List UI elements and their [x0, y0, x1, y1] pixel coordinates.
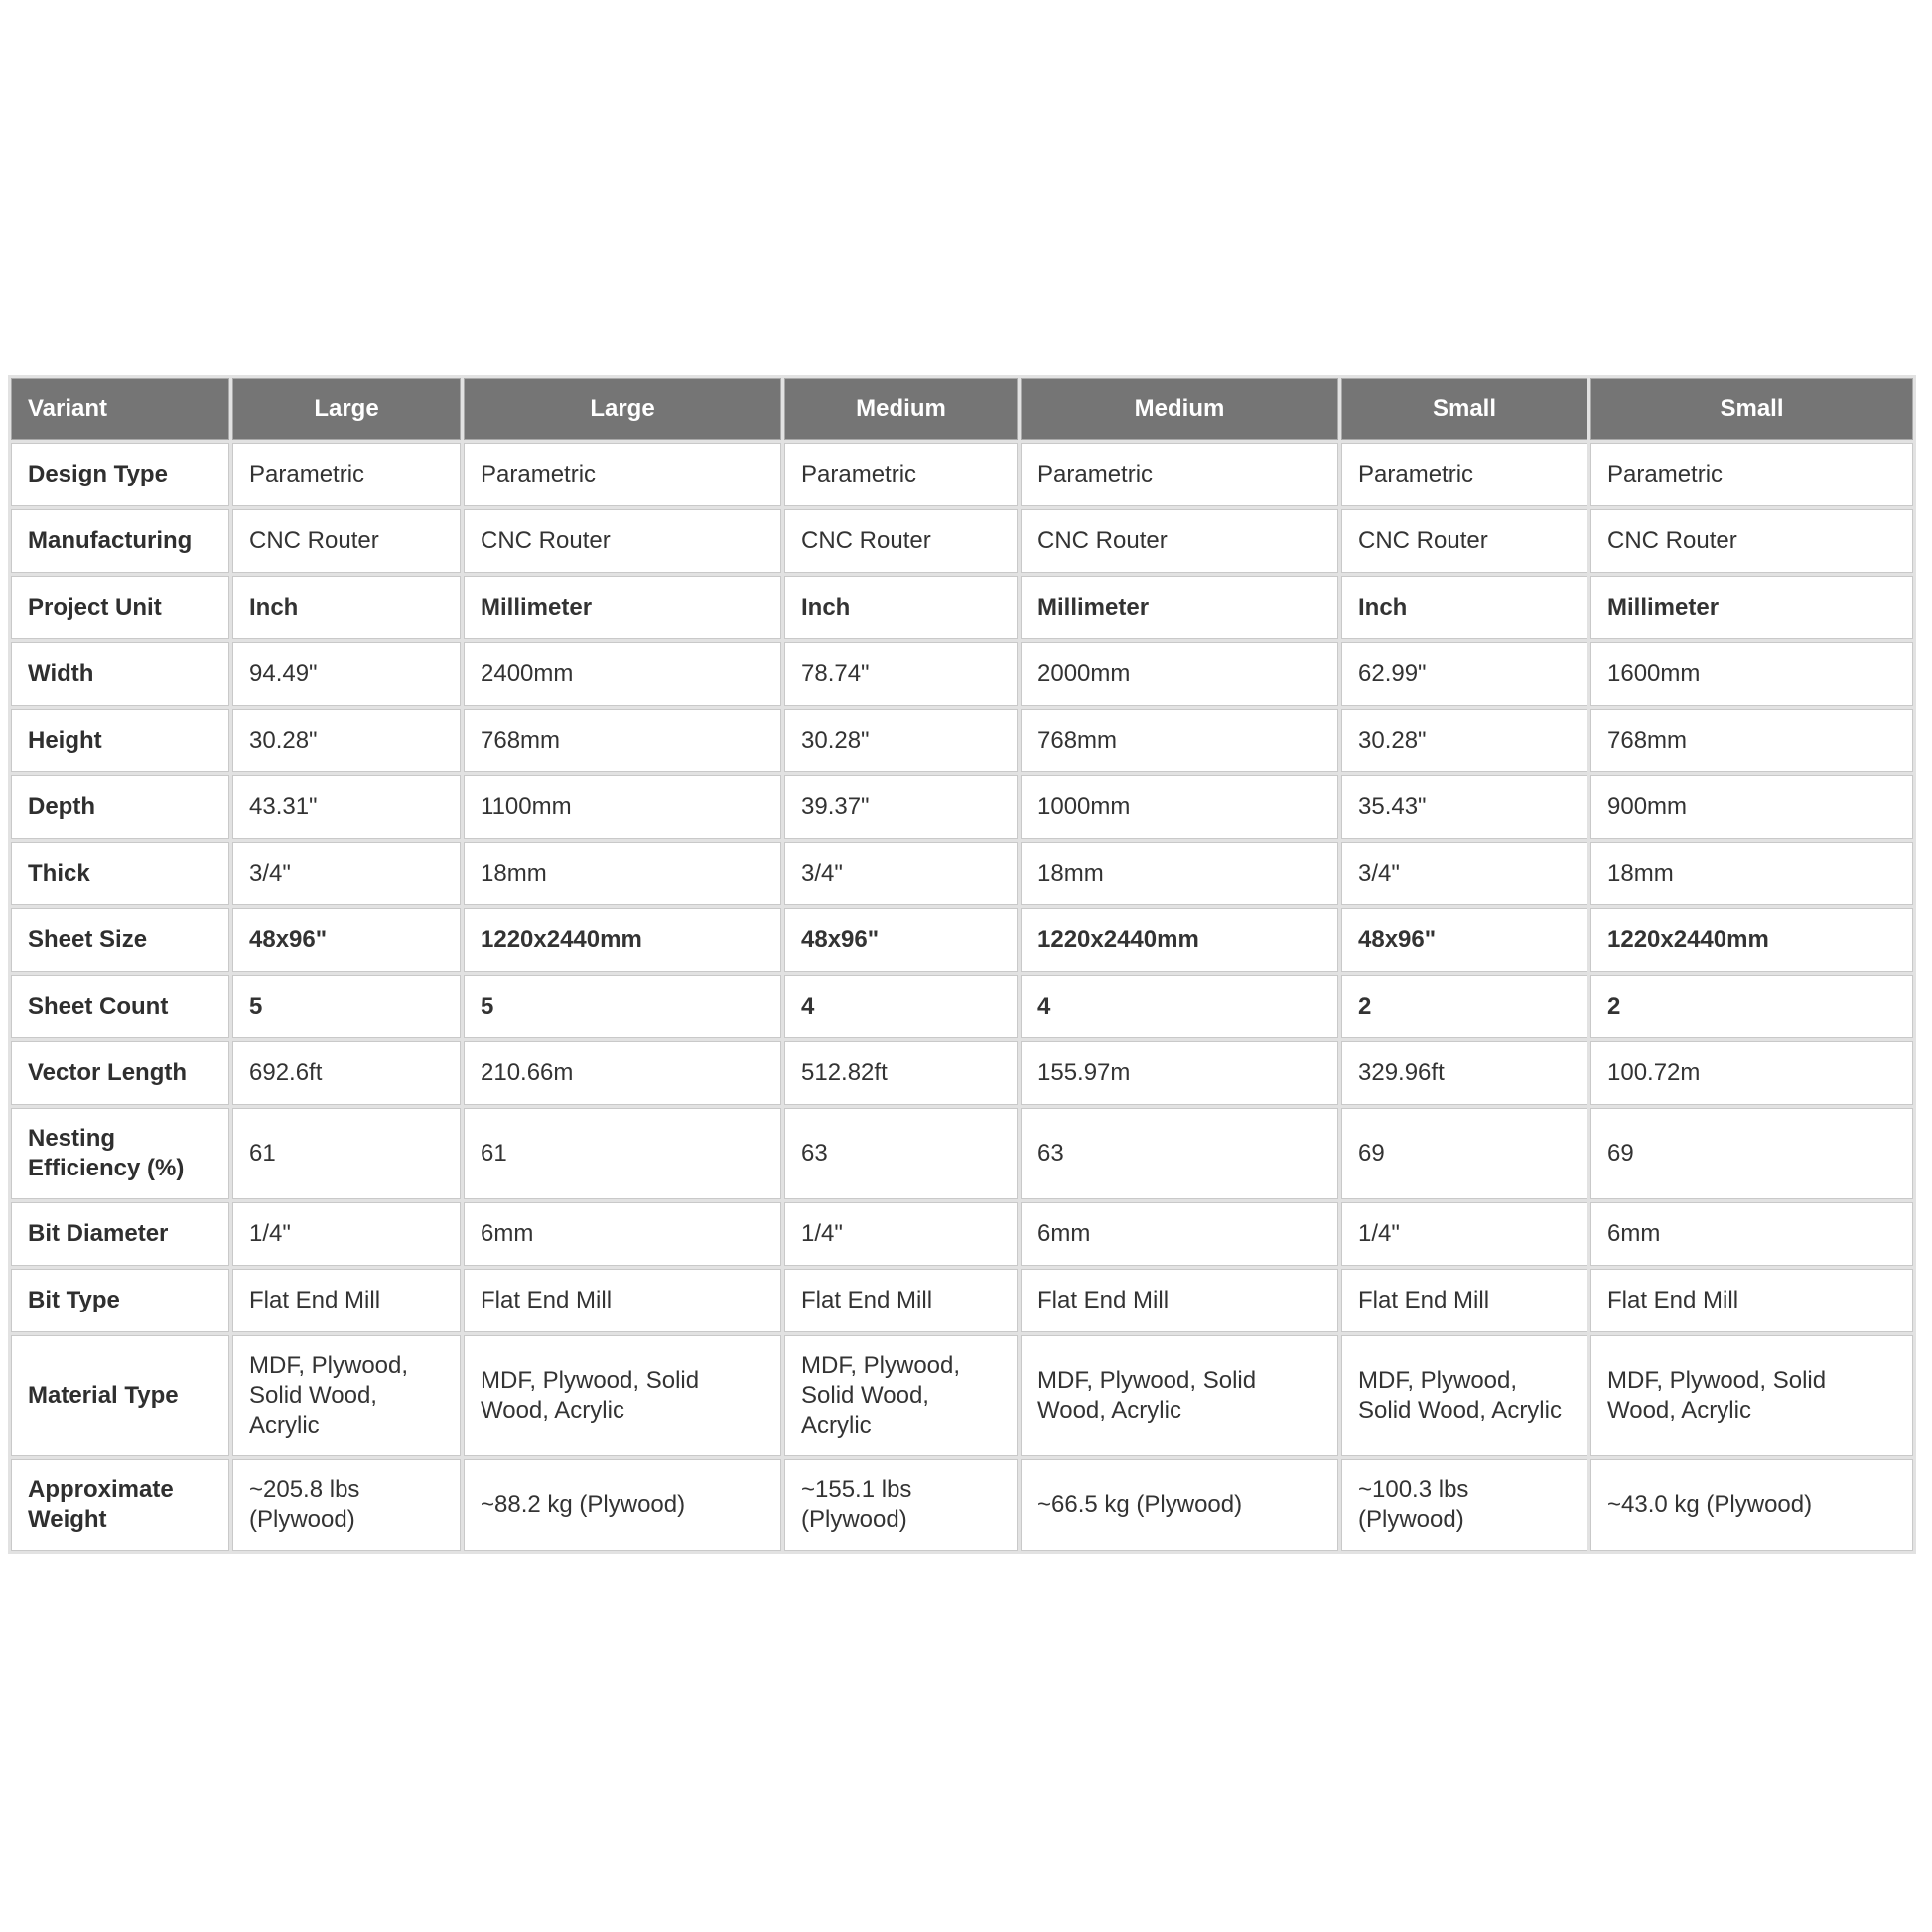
table-cell: 2000mm [1021, 642, 1338, 706]
table-cell: 329.96ft [1341, 1041, 1587, 1105]
table-cell: Millimeter [1021, 576, 1338, 639]
table-cell: Flat End Mill [464, 1269, 781, 1332]
table-cell: 1220x2440mm [464, 908, 781, 972]
table-cell: MDF, Plywood, Solid Wood, Acrylic [232, 1335, 461, 1456]
table-cell: Inch [1341, 576, 1587, 639]
table-cell: MDF, Plywood, Solid Wood, Acrylic [464, 1335, 781, 1456]
table-cell: 3/4" [1341, 842, 1587, 905]
table-cell: 69 [1341, 1108, 1587, 1199]
table-cell: 1000mm [1021, 775, 1338, 839]
table-cell: 6mm [1590, 1202, 1913, 1266]
table-cell: Inch [784, 576, 1018, 639]
table-cell: 61 [464, 1108, 781, 1199]
table-cell: 768mm [464, 709, 781, 772]
table-cell: Flat End Mill [232, 1269, 461, 1332]
table-cell: Inch [232, 576, 461, 639]
row-label: Sheet Size [11, 908, 229, 972]
row-label: Nesting Efficiency (%) [11, 1108, 229, 1199]
row-label: Sheet Count [11, 975, 229, 1038]
table-cell: 78.74" [784, 642, 1018, 706]
table-row [11, 1335, 1913, 1456]
table-cell: 94.49" [232, 642, 461, 706]
table-cell: 18mm [464, 842, 781, 905]
row-label: Bit Diameter [11, 1202, 229, 1266]
table-cell: 39.37" [784, 775, 1018, 839]
table-cell: Parametric [1341, 443, 1587, 506]
table-cell: 5 [232, 975, 461, 1038]
row-label: Design Type [11, 443, 229, 506]
table-cell: 43.31" [232, 775, 461, 839]
table-cell: Millimeter [464, 576, 781, 639]
table-cell: 1220x2440mm [1590, 908, 1913, 972]
table-cell: 210.66m [464, 1041, 781, 1105]
table-cell: 692.6ft [232, 1041, 461, 1105]
table-cell: CNC Router [1590, 509, 1913, 573]
table-cell: 900mm [1590, 775, 1913, 839]
column-header-4: Medium [1021, 378, 1338, 440]
table-cell: Flat End Mill [1021, 1269, 1338, 1332]
table-row [11, 1459, 1913, 1551]
table-cell: 48x96" [1341, 908, 1587, 972]
table-cell: Flat End Mill [784, 1269, 1018, 1332]
table-cell: 63 [784, 1108, 1018, 1199]
table-body [11, 443, 1913, 1551]
table-cell: 1220x2440mm [1021, 908, 1338, 972]
table-cell: CNC Router [784, 509, 1018, 573]
table-cell: MDF, Plywood, Solid Wood, Acrylic [1590, 1335, 1913, 1456]
table-cell: Parametric [464, 443, 781, 506]
row-label: Approximate Weight [11, 1459, 229, 1551]
table-cell: 1/4" [784, 1202, 1018, 1266]
table-cell: Parametric [784, 443, 1018, 506]
table-cell: MDF, Plywood, Solid Wood, Acrylic [784, 1335, 1018, 1456]
table-cell: 48x96" [232, 908, 461, 972]
table-cell: Flat End Mill [1341, 1269, 1587, 1332]
table-row [11, 1041, 1913, 1105]
table-cell: 2400mm [464, 642, 781, 706]
table-cell: 768mm [1021, 709, 1338, 772]
row-label: Height [11, 709, 229, 772]
table-cell: CNC Router [232, 509, 461, 573]
table-cell: 30.28" [232, 709, 461, 772]
table-cell: 6mm [1021, 1202, 1338, 1266]
table-cell: 768mm [1590, 709, 1913, 772]
table-cell: 30.28" [1341, 709, 1587, 772]
table-row [11, 975, 1913, 1038]
table-cell: MDF, Plywood, Solid Wood, Acrylic [1341, 1335, 1587, 1456]
table-cell: 18mm [1021, 842, 1338, 905]
table-cell: 1100mm [464, 775, 781, 839]
table-cell: Parametric [232, 443, 461, 506]
row-label: Project Unit [11, 576, 229, 639]
table-cell: 100.72m [1590, 1041, 1913, 1105]
table-cell: 69 [1590, 1108, 1913, 1199]
row-label: Material Type [11, 1335, 229, 1456]
column-header-6: Small [1590, 378, 1913, 440]
table-cell: CNC Router [1021, 509, 1338, 573]
table-row [11, 1269, 1913, 1332]
table-cell: 4 [1021, 975, 1338, 1038]
table-cell: 3/4" [232, 842, 461, 905]
table-cell: Flat End Mill [1590, 1269, 1913, 1332]
table-cell: 2 [1341, 975, 1587, 1038]
variant-spec-table [8, 375, 1916, 1554]
column-header-5: Small [1341, 378, 1587, 440]
table-row [11, 642, 1913, 706]
table-row [11, 576, 1913, 639]
table-row [11, 1108, 1913, 1199]
table-cell: 2 [1590, 975, 1913, 1038]
row-label: Width [11, 642, 229, 706]
header-row [11, 378, 1913, 440]
table-cell: Parametric [1590, 443, 1913, 506]
table-cell: 48x96" [784, 908, 1018, 972]
table-row [11, 1202, 1913, 1266]
column-header-1: Large [232, 378, 461, 440]
table-cell: Parametric [1021, 443, 1338, 506]
table-cell: 512.82ft [784, 1041, 1018, 1105]
table-cell: 63 [1021, 1108, 1338, 1199]
row-label: Manufacturing [11, 509, 229, 573]
variant-column-header: Variant [11, 378, 229, 440]
table-cell: ~155.1 lbs (Plywood) [784, 1459, 1018, 1551]
table-cell: 3/4" [784, 842, 1018, 905]
table-cell: 1/4" [1341, 1202, 1587, 1266]
table-row [11, 709, 1913, 772]
table-row [11, 908, 1913, 972]
table-cell: 1600mm [1590, 642, 1913, 706]
table-cell: CNC Router [464, 509, 781, 573]
table-cell: 1/4" [232, 1202, 461, 1266]
table-cell: ~43.0 kg (Plywood) [1590, 1459, 1913, 1551]
table-cell: 6mm [464, 1202, 781, 1266]
table-row [11, 775, 1913, 839]
table-cell: ~100.3 lbs (Plywood) [1341, 1459, 1587, 1551]
table-cell: 35.43" [1341, 775, 1587, 839]
table-cell: 4 [784, 975, 1018, 1038]
row-label: Vector Length [11, 1041, 229, 1105]
table-cell: ~205.8 lbs (Plywood) [232, 1459, 461, 1551]
table-cell: CNC Router [1341, 509, 1587, 573]
table-cell: 30.28" [784, 709, 1018, 772]
row-label: Thick [11, 842, 229, 905]
table-cell: ~88.2 kg (Plywood) [464, 1459, 781, 1551]
table-cell: ~66.5 kg (Plywood) [1021, 1459, 1338, 1551]
table-cell: 61 [232, 1108, 461, 1199]
table-cell: Millimeter [1590, 576, 1913, 639]
column-header-2: Large [464, 378, 781, 440]
row-label: Depth [11, 775, 229, 839]
row-label: Bit Type [11, 1269, 229, 1332]
table-row [11, 842, 1913, 905]
table-cell: 5 [464, 975, 781, 1038]
table-cell: 18mm [1590, 842, 1913, 905]
table-row [11, 509, 1913, 573]
column-header-3: Medium [784, 378, 1018, 440]
table-cell: MDF, Plywood, Solid Wood, Acrylic [1021, 1335, 1338, 1456]
table-row [11, 443, 1913, 506]
table-cell: 62.99" [1341, 642, 1587, 706]
table-cell: 155.97m [1021, 1041, 1338, 1105]
